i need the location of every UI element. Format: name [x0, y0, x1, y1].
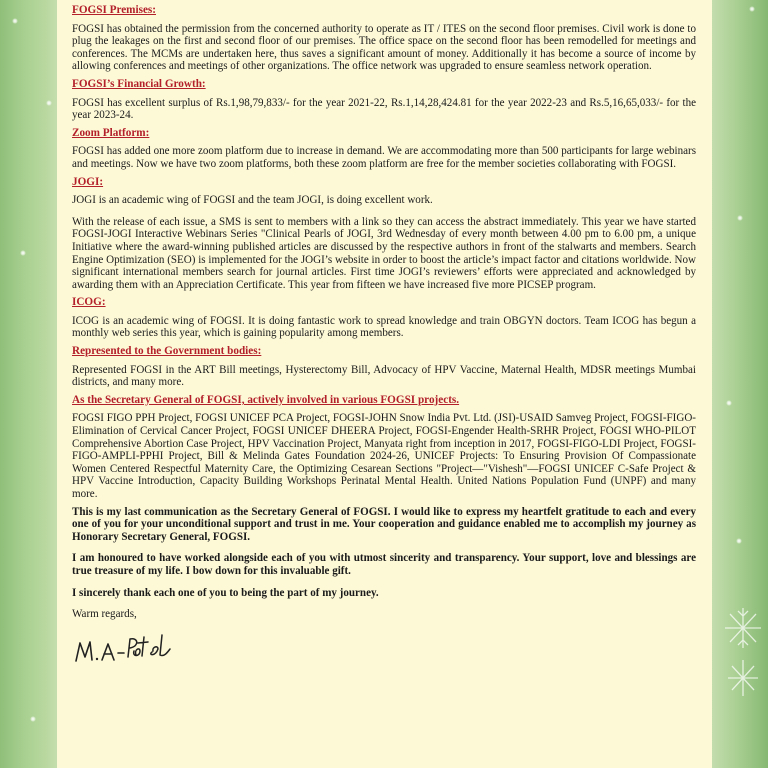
section-heading: JOGI:: [72, 175, 104, 188]
document-page: [57, 0, 712, 768]
section-paragraph: With the release of each issue, a SMS is sent to members with a link so they can access the abstract immediately. This year we have started FOGSI-JOGI Interactive Webinars Series "Clinical Pearls of JOGI, 3rd Wednesday of every month between 4.00 pm to 6.00 pm, a unique Initiative where the award-winning published articles are discussed by the respective authors in front of the stalwarts and members. Search Engine Optimization (SEO) is implemented for the JOGI’s website in order to boost the article’s impact factor and citations worldwide. Now significant international members search for journal articles. First time JOGI’s reviewers’ efforts were appreciated and acknowledged by awarding them with an Appreciation Certificate. This year from fifteen we have increased five more PICSEP program.: [72, 215, 696, 291]
section-zoom-platform: [72, 127, 696, 171]
warm-regards: Warm regards,: [72, 608, 137, 621]
sparkle-decoration: [749, 6, 755, 12]
section-heading: As the Secretary General of FOGSI, actively involved in various FOGSI projects.: [72, 393, 460, 406]
section-heading: ICOG:: [72, 296, 106, 309]
signature-image: [72, 629, 182, 669]
sparkle-decoration: [30, 716, 36, 722]
sparkle-decoration: [20, 250, 26, 256]
section-heading: Represented to the Government bodies:: [72, 345, 262, 358]
section-paragraph: JOGI is an academic wing of FOGSI and the team JOGI, is doing excellent work.: [72, 194, 433, 207]
sparkle-decoration: [737, 215, 743, 221]
sparkle-decoration: [12, 18, 18, 24]
closing-message: [72, 506, 696, 669]
signature: [72, 629, 696, 669]
section-paragraph: FOGSI has added one more zoom platform due to increase in demand. We are accommodating more than 500 participants for large webinars and meetings. Now we have two zoom platforms, both these zoom platform are free for the member societies collaborating with FOGSI.: [72, 145, 696, 170]
section-icog: [72, 296, 696, 340]
section-heading: Zoom Platform:: [72, 126, 150, 139]
closing-paragraph: I sincerely thank each one of you to being the part of my journey.: [72, 586, 379, 599]
section-government-bodies: [72, 345, 696, 389]
closing-paragraph: This is my last communication as the Secretary General of FOGSI. I would like to express my heartfelt gratitude to each and every one of you for your unconditional support and trust in me. Your cooperation and guidance enabled me to accomplish my journey as Honorary Secretary General, FOGSI.: [72, 505, 696, 543]
section-jogi: [72, 176, 696, 292]
closing-paragraph: I am honoured to have worked alongside each of you with utmost sincerity and transparency. Your support, love and blessings are true treasure of my life. I bow down for this invaluable gift.: [72, 552, 696, 577]
section-paragraph: FOGSI has excellent surplus of Rs.1,98,79,833/- for the year 2021-22, Rs.1,14,28,424.81 for the year 2022-23 and Rs.5,16,65,033/- for the year 2023-24.: [72, 96, 696, 122]
section-paragraph: FOGSI FIGO PPH Project, FOGSI UNICEF PCA Project, FOGSI-JOHN Snow India Pvt. Ltd. (JSI)-USAID Samveg Project, FOGSI-FIGO-Elimination of Cervical Cancer Project, FOGSI UNICEF DHEERA Project, FOGSI-Engender Health-SRHR Project, FOGSI WHO-PILOT Comprehensive Abortion Case Project, HPV Vaccination Project, Manyata right from inception in 2017, FOGSI-FIGO-LDI Project, FOGSI-FIGO-AMPLI-PPHI Project, Bill & Melinda Gates Foundation 2024-26, UNICEF Projects: To Ensuring Provision Of Compassionate Women Centered Respectful Maternity Care, the Optimizing Cesarean Sections "Project—"Vishesh"—FOGSI UNICEF C-Safe Project & HPV Vaccine Introduction, Capacity Building Workshops Perinatal Mental Health. United Nations Population Fund (UNPF) and many more.: [72, 412, 696, 500]
sparkle-decoration: [726, 400, 732, 406]
snowflake-icon: [720, 598, 766, 708]
section-financial-growth: [72, 78, 696, 122]
section-fogsi-projects: [72, 394, 696, 501]
section-paragraph: ICOG is an academic wing of FOGSI. It is doing fantastic work to spread knowledge and train OBGYN doctors. Team ICOG has begun a monthly web series this year, which is gaining popularity among members.: [72, 314, 696, 340]
sparkle-decoration: [736, 538, 742, 544]
section-fogsi-premises: [72, 4, 696, 73]
section-paragraph: FOGSI has obtained the permission from the concerned authority to operate as IT / ITES on the second floor premises. Civil work is done to plug the leakages on the first and second floor of our premises. The office space on the second floor has been remodelled for meetings and conferences. The MCMs are undertaken here, thus saves a significant amount of money. Additionally it has become a source of income by allowing conferences and meetings of other organizations. The office network was upgraded to ensure seamless network operation.: [72, 22, 696, 73]
section-heading: FOGSI’s Financial Growth:: [72, 77, 206, 90]
sparkle-decoration: [46, 100, 52, 106]
section-paragraph: Represented FOGSI in the ART Bill meetings, Hysterectomy Bill, Advocacy of HPV Vaccine, Maternal Health, MDSR meetings Mumbai districts, and many more.: [72, 363, 696, 389]
section-heading: FOGSI Premises:: [72, 4, 156, 16]
